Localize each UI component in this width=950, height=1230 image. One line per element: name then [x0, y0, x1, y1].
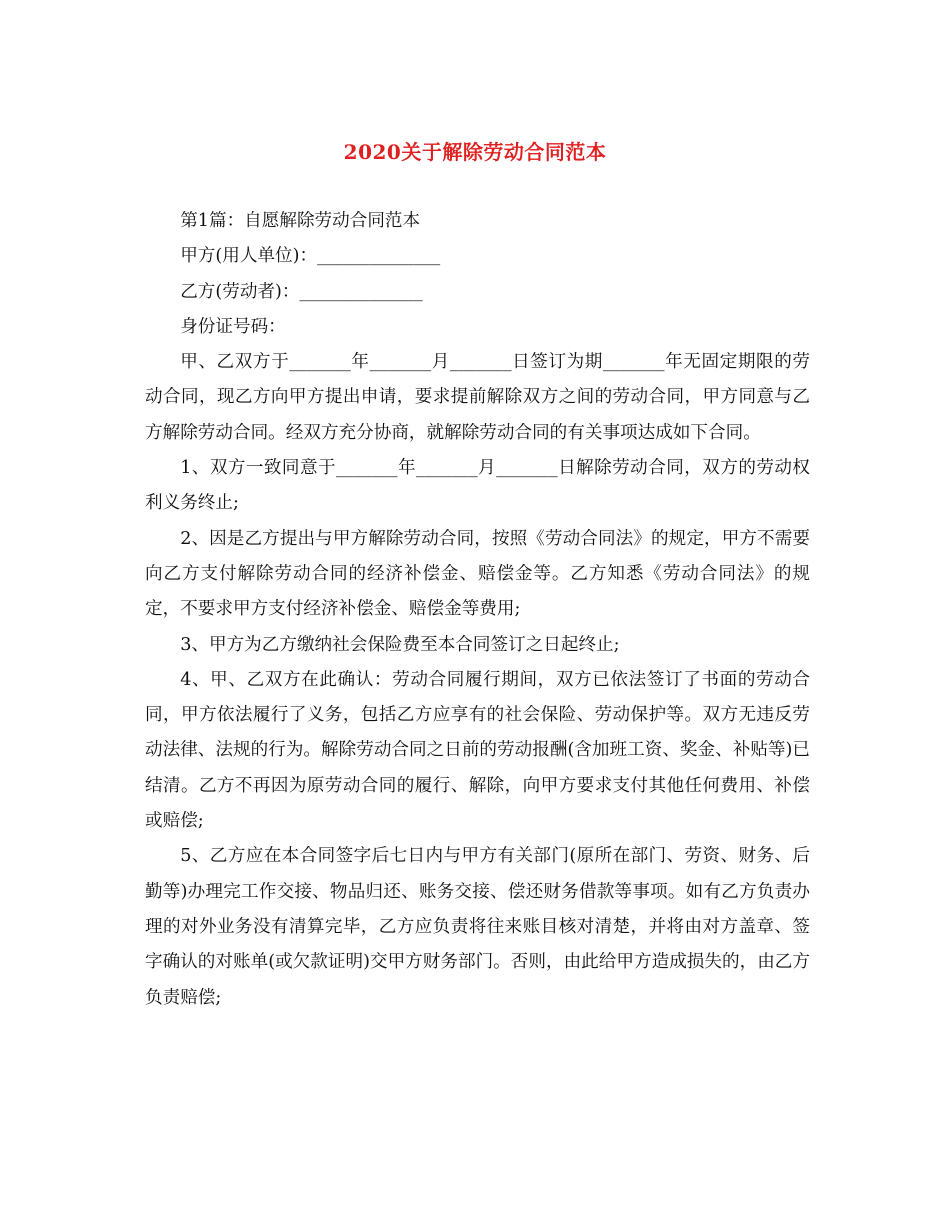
clause-2: 2、因是乙方提出与甲方解除劳动合同，按照《劳动合同法》的规定，甲方不需要向乙方支付解除劳动合同的经济补偿金、赔偿金等。乙方知悉《劳动合同法》的规定，不要求甲方支付经济补偿金、赔偿金等费用; [145, 528, 810, 620]
clause-1: 1、双方一致同意于_______年_______月_______日解除劳动合同，双方的劳动权利义务终止; [145, 458, 810, 514]
clause-4: 4、甲、乙双方在此确认：劳动合同履行期间，双方已依法签订了书面的劳动合同，甲方依法履行了义务，包括乙方应享有的社会保险、劳动保护等。双方无违反劳动法律、法规的行为。解除劳动合同之日前的劳动报酬(含加班工资、奖金、补贴等)已结清。乙方不再因为原劳动合同的履行、解除，向甲方要求支付其他任何费用、补偿或赔偿; [145, 669, 810, 832]
document-title: 2020关于解除劳动合同范本 [343, 140, 607, 164]
document-body [145, 204, 810, 1016]
party-b-field: 乙方(劳动者)：______________ [180, 281, 423, 302]
id-number-field: 身份证号码： [180, 316, 286, 337]
clause-3: 3、甲方为乙方缴纳社会保险费至本合同签订之日起终止; [180, 634, 620, 655]
party-a-field: 甲方(用人单位)：______________ [180, 246, 441, 267]
clause-5: 5、乙方应在本合同签字后七日内与甲方有关部门(原所在部门、劳资、财务、后勤等)办理完工作交接、物品归还、账务交接、偿还财务借款等事项。如有乙方负责办理的对外业务没有清算完毕，乙方应负责将往来账目核对清楚，并将由对方盖章、签字确认的对账单(或欠款证明)交甲方财务部门。否则，由此给甲方造成损失的，由乙方负责赔偿; [145, 846, 810, 1008]
intro-paragraph: 甲、乙双方于_______年_______月_______日签订为期_______年无固定期限的劳动合同，现乙方向甲方提出申请，要求提前解除双方之间的劳动合同，甲方同意与乙方解除劳动合同。经双方充分协商，就解除劳动合同的有关事项达成如下合同。 [145, 352, 810, 443]
section-heading: 第1篇：自愿解除劳动合同范本 [180, 211, 421, 231]
